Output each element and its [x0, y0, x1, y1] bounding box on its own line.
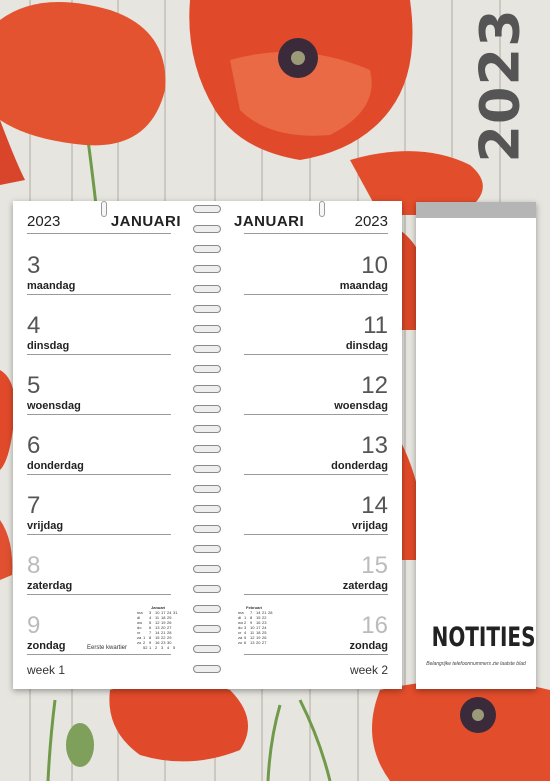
day-row[interactable]	[244, 415, 388, 475]
day-name: vrijdag	[27, 520, 64, 532]
day-row[interactable]	[27, 535, 171, 595]
spiral-ring	[193, 585, 221, 593]
weekly-planner-spread	[13, 201, 402, 689]
mini-calendar-row: zo 2 9 16 23 30	[137, 640, 172, 645]
left-page	[13, 201, 185, 689]
day-number: 14	[361, 492, 388, 519]
spiral-ring	[193, 205, 221, 213]
mini-calendar-row: zo 6 13 20 27	[238, 640, 267, 645]
mini-calendar-row: vr 4 11 18 25	[238, 630, 267, 635]
day-name: vrijdag	[351, 520, 388, 532]
mini-calendar-row: vr 7 14 21 28	[137, 630, 172, 635]
spiral-ring	[193, 325, 221, 333]
day-number: 11	[363, 312, 388, 339]
notes-strip[interactable]	[416, 202, 536, 689]
spiral-ring	[193, 525, 221, 533]
day-number: 10	[361, 252, 388, 279]
day-number: 16	[361, 612, 388, 639]
spiral-ring	[193, 565, 221, 573]
notes-subtitle: Belangrijke telefoonnummers zie laatste blad	[426, 661, 526, 667]
right-page-header	[234, 211, 388, 234]
spiral-ring	[193, 665, 221, 673]
mini-calendar-row: do 3 10 17 24	[238, 625, 267, 630]
day-row[interactable]	[27, 355, 171, 415]
day-name: maandag	[339, 280, 388, 292]
spiral-ring	[193, 285, 221, 293]
spiral-ring	[193, 385, 221, 393]
mini-calendar-row: wo2 9 16 23	[238, 620, 267, 625]
day-row[interactable]	[27, 295, 171, 355]
spiral-ring	[193, 605, 221, 613]
mini-calendar-row: wo 5 12 19 26	[137, 620, 172, 625]
day-name: dinsdag	[27, 340, 70, 352]
spiral-ring	[193, 305, 221, 313]
left-page-header	[27, 211, 181, 234]
mini-calendar-row: za 5 12 19 26	[238, 635, 267, 640]
mini-calendar-row: za 1 8 15 22 29	[137, 635, 172, 640]
spiral-ring	[193, 645, 221, 653]
week-label: week 2	[349, 663, 388, 677]
mini-calendar-januari	[137, 605, 179, 650]
spiral-binding	[191, 201, 223, 689]
day-row[interactable]	[244, 235, 388, 295]
day-name: zondag	[27, 640, 66, 652]
mini-calendar-title: Februari	[246, 605, 263, 610]
day-name: maandag	[27, 280, 76, 292]
day-number: 7	[27, 492, 41, 519]
spiral-ring	[193, 625, 221, 633]
day-number: 12	[361, 372, 388, 399]
day-name: zaterdag	[27, 580, 73, 592]
day-row[interactable]	[27, 475, 171, 535]
day-name: zondag	[349, 640, 388, 652]
day-row[interactable]	[244, 475, 388, 535]
spiral-ring	[193, 465, 221, 473]
day-number: 13	[361, 432, 388, 459]
day-number: 3	[27, 252, 41, 279]
day-number: 9	[27, 612, 41, 639]
day-row[interactable]	[27, 415, 171, 475]
spiral-ring	[193, 545, 221, 553]
day-name: donderdag	[27, 460, 84, 472]
notes-title: NOTITIES	[431, 622, 536, 653]
spiral-ring	[193, 405, 221, 413]
notes-header-bar	[416, 202, 536, 218]
spiral-ring	[193, 485, 221, 493]
week-label: week 1	[27, 663, 66, 677]
day-row[interactable]	[244, 535, 388, 595]
mini-calendar-row: do 6 13 20 27	[137, 625, 172, 630]
spiral-ring	[193, 445, 221, 453]
spiral-ring	[193, 245, 221, 253]
spiral-ring	[193, 265, 221, 273]
day-name: dinsdag	[345, 340, 388, 352]
spiral-ring	[193, 225, 221, 233]
mini-calendar-row: di 4 11 18 25	[137, 615, 172, 620]
spiral-ring	[193, 505, 221, 513]
mini-calendar-weeknumbers: 52 1 2 3 4 5	[143, 645, 176, 650]
mini-calendar-title: Januari	[151, 605, 166, 610]
spiral-ring	[193, 345, 221, 353]
right-year: 2023	[354, 213, 388, 230]
day-row[interactable]	[244, 295, 388, 355]
day-name: woensdag	[27, 400, 81, 412]
day-number: 4	[27, 312, 41, 339]
left-month: JANUARI	[110, 213, 181, 230]
spiral-ring	[193, 365, 221, 373]
mini-calendar-februari	[238, 605, 274, 645]
day-row[interactable]	[27, 235, 171, 295]
day-number: 5	[27, 372, 41, 399]
day-name: zaterdag	[342, 580, 388, 592]
moon-phase-label: Eerste kwartier	[87, 645, 128, 651]
spiral-ring	[193, 425, 221, 433]
day-row[interactable]	[244, 355, 388, 415]
day-number: 8	[27, 552, 41, 579]
right-month: JANUARI	[234, 213, 305, 230]
day-number: 15	[361, 552, 388, 579]
mini-calendar-row: ma 3 10 17 24 31	[137, 610, 178, 615]
day-name: woensdag	[334, 400, 388, 412]
mini-calendar-row: di 1 8 15 22	[238, 615, 267, 620]
right-page	[230, 201, 402, 689]
day-name: donderdag	[331, 460, 388, 472]
left-year: 2023	[27, 213, 61, 230]
cover-year-vertical: 2023	[468, 7, 532, 163]
mini-calendar-row: ma 7 14 21 28	[238, 610, 273, 615]
day-number: 6	[27, 432, 41, 459]
